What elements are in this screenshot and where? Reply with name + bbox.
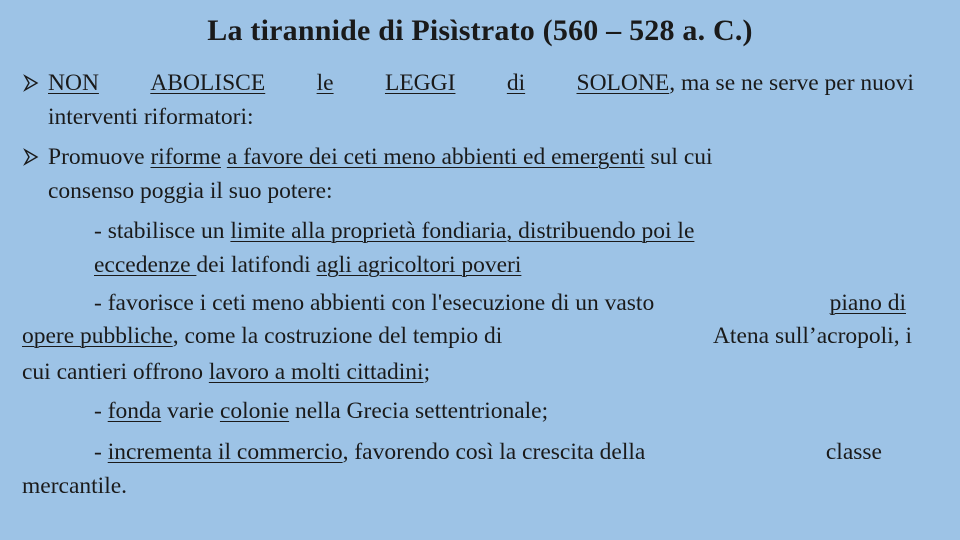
- text-segment: - favorisce i ceti meno abbienti con l'esecuzione di un vasto: [94, 290, 655, 316]
- item-4-line-2: mercantile.: [22, 473, 128, 499]
- text-segment: , ma se ne serve per nuovi: [669, 70, 914, 96]
- text-segment: sul cui: [644, 144, 713, 170]
- bullet-1-line-1: [48, 69, 914, 97]
- text-segment: varie: [161, 398, 220, 424]
- slide-title: La tirannide di Pisìstrato (560 – 528 a. C.): [207, 14, 753, 47]
- text-segment: SOLONE: [576, 70, 670, 96]
- arrow-right-bullet-icon: [22, 148, 40, 166]
- text-segment: opere pubbliche: [22, 323, 173, 349]
- text-segment: ABOLISCE: [150, 70, 266, 96]
- text-segment: Atena sull’acropoli, i: [712, 323, 912, 349]
- text-segment: incrementa il commercio: [107, 439, 343, 465]
- text-segment: di: [506, 70, 526, 96]
- text-segment: NON: [48, 70, 99, 96]
- bullet-2-line-2: consenso poggia il suo potere:: [48, 178, 333, 204]
- bullet-2-line-1: [48, 143, 914, 171]
- text-segment: cui cantieri offrono: [22, 359, 209, 385]
- text-segment: nella Grecia settentrionale;: [289, 398, 549, 424]
- text-segment: eccedenze: [94, 252, 197, 278]
- item-2-line-3: [22, 358, 430, 386]
- text-segment: piano di: [829, 290, 906, 316]
- item-1-line-2: [94, 251, 521, 279]
- bullet-1-line-2: interventi riformatori:: [48, 104, 254, 130]
- text-segment: LEGGI: [384, 70, 456, 96]
- text-segment: - stabilisce un: [94, 218, 231, 244]
- text-segment: colonie: [219, 398, 290, 424]
- text-segment: , come la costruzione del tempio di: [172, 323, 503, 349]
- text-segment: classe: [825, 439, 882, 465]
- arrow-right-bullet-icon: [22, 74, 40, 92]
- item-1-line-1: [94, 217, 694, 245]
- item-3-line-1: [94, 397, 548, 425]
- text-segment: limite alla proprietà fondiaria, distribuendo poi le: [230, 218, 695, 244]
- item-4-line-1: [94, 438, 882, 466]
- text-segment: ;: [423, 359, 431, 385]
- text-segment: agli agricoltori poveri: [316, 252, 522, 278]
- text-segment: fonda: [107, 398, 162, 424]
- text-segment: dei latifondi: [196, 252, 317, 278]
- text-segment: -: [94, 439, 108, 465]
- text-segment: Promuove: [48, 144, 151, 170]
- text-segment: le: [316, 70, 334, 96]
- item-2-line-1: [94, 289, 906, 317]
- text-segment: , favorendo così la crescita della: [342, 439, 646, 465]
- text-segment: -: [94, 398, 108, 424]
- item-2-line-2: [22, 322, 912, 350]
- text-segment: lavoro a molti cittadini: [208, 359, 424, 385]
- text-segment: riforme: [150, 144, 221, 170]
- text-segment: a favore dei ceti meno abbienti ed emergenti: [226, 144, 645, 170]
